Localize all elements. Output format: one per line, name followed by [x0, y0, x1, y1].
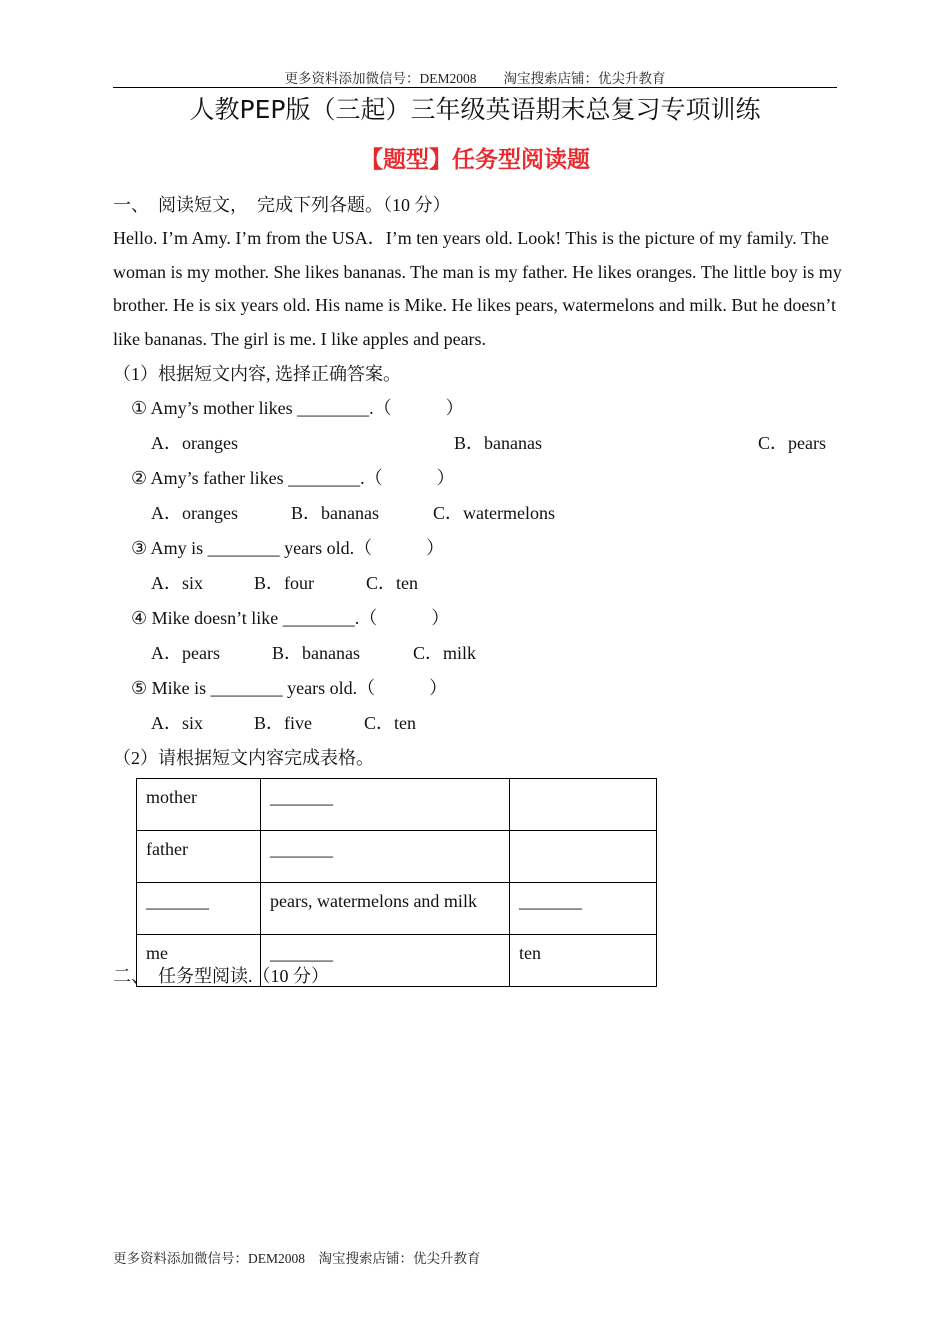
- question-2-stem: ② Amy’s father likes ________.（ ）: [131, 468, 455, 488]
- question-5-option-a[interactable]: A．six: [151, 713, 204, 733]
- table-cell: father: [137, 831, 261, 883]
- question-5-option-c[interactable]: C．ten: [364, 713, 416, 733]
- table-cell[interactable]: _______: [137, 883, 261, 935]
- question-2-option-a[interactable]: A．oranges: [151, 503, 238, 523]
- table-row: [137, 779, 657, 831]
- table-cell: ten: [510, 935, 657, 987]
- question-3-stem: ③ Amy is ________ years old.（ ）: [131, 538, 445, 558]
- question-2-option-c[interactable]: C．watermelons: [433, 503, 555, 523]
- table-cell[interactable]: _______: [261, 831, 510, 883]
- table-cell[interactable]: _______: [261, 935, 510, 987]
- table-cell: me: [137, 935, 261, 987]
- part-1-heading: （1）根据短文内容, 选择正确答案。: [113, 364, 401, 384]
- table-cell[interactable]: _______: [510, 883, 657, 935]
- question-3-option-b[interactable]: B．four: [254, 573, 314, 593]
- table-row: [137, 883, 657, 935]
- section-1-heading: 一、 阅读短文， 完成下列各题。（10 分）: [113, 195, 451, 215]
- table-cell[interactable]: _______: [261, 779, 510, 831]
- question-1-option-a[interactable]: A．oranges: [151, 433, 238, 453]
- question-4-option-c[interactable]: C．milk: [413, 643, 477, 663]
- question-5-option-b[interactable]: B．five: [254, 713, 312, 733]
- page-footer: 更多资料添加微信号：DEM2008 淘宝搜索店铺：优尖升教育: [113, 1251, 481, 1266]
- question-3-option-c[interactable]: C．ten: [366, 573, 418, 593]
- table-row: [137, 831, 657, 883]
- question-2-option-b[interactable]: B．bananas: [291, 503, 379, 523]
- header-divider: [113, 87, 837, 88]
- question-5-stem: ⑤ Mike is ________ years old.（ ）: [131, 678, 448, 698]
- question-1-option-c[interactable]: C．pears: [758, 433, 826, 453]
- part-2-heading: （2）请根据短文内容完成表格。: [113, 748, 374, 768]
- table-cell[interactable]: [510, 831, 657, 883]
- section-2-heading: 二、 任务型阅读.（10 分）: [113, 966, 329, 986]
- info-table: [136, 778, 657, 987]
- table-cell[interactable]: [510, 779, 657, 831]
- question-type-subtitle: 【题型】任务型阅读题: [360, 147, 590, 173]
- question-1-stem: ① Amy’s mother likes ________.（ ）: [131, 398, 464, 418]
- reading-passage: Hello. I’m Amy. I’m from the USA．I’m ten years old. Look! This is the picture of my family. The woman is my mother. She likes bananas. The man is my father. He likes oranges. The little boy is my brother. He is six years old. His name is Mike. He likes pears, watermelons and milk. But he doesn’t like bananas. The girl is me. I like apples and pears.: [113, 228, 842, 349]
- table-cell: mother: [137, 779, 261, 831]
- document-title: 人教PEP版（三起）三年级英语期末总复习专项训练: [189, 95, 761, 124]
- question-1-option-b[interactable]: B．bananas: [454, 433, 542, 453]
- question-4-option-b[interactable]: B．bananas: [272, 643, 360, 663]
- question-4-option-a[interactable]: A．pears: [151, 643, 220, 663]
- table-cell: pears, watermelons and milk: [261, 883, 510, 935]
- question-3-option-a[interactable]: A．six: [151, 573, 204, 593]
- page-header: 更多资料添加微信号：DEM2008 淘宝搜索店铺：优尖升教育: [284, 71, 666, 86]
- question-4-stem: ④ Mike doesn’t like ________.（ ）: [131, 608, 450, 628]
